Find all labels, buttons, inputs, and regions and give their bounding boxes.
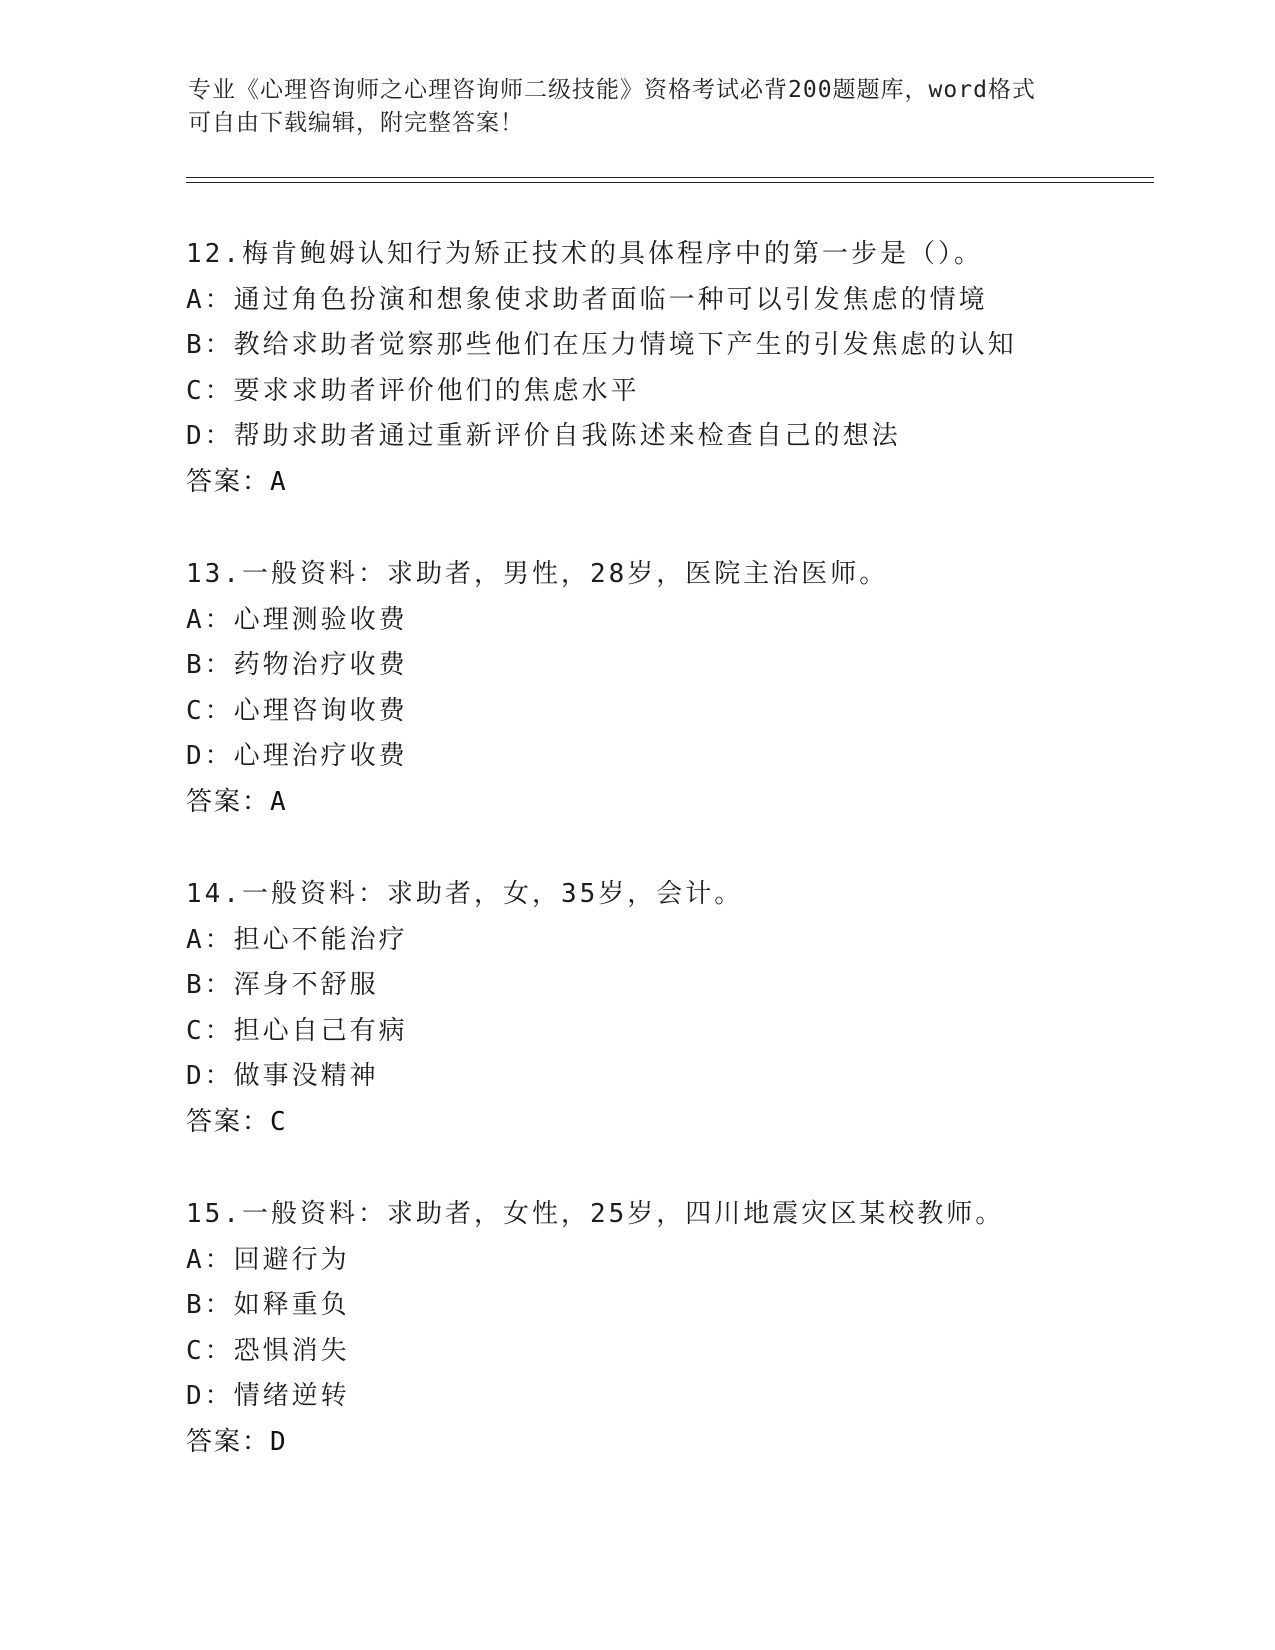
question-stem: 14.一般资料：求助者，女，35岁，会计。 <box>186 879 744 909</box>
answer-value: D <box>270 1426 286 1457</box>
option-d: D：做事没精神 <box>186 1061 379 1091</box>
option-a: A：通过角色扮演和想象使求助者面临一种可以引发焦虑的情境 <box>186 284 988 315</box>
option-b: B：浑身不舒服 <box>186 970 379 1000</box>
option-b: B：如释重负 <box>186 1290 350 1320</box>
option-b: B：教给求助者觉察那些他们在压力情境下产生的引发焦虑的认知 <box>186 330 1017 360</box>
header-title-line-1: 专业《心理咨询师之心理咨询师二级技能》资格考试必背200题题库，word格式 <box>188 77 1036 103</box>
question-15 <box>186 1192 1146 1465</box>
question-stem: 15.一般资料：求助者，女性，25岁，四川地震灾区某校教师。 <box>186 1199 1005 1229</box>
answer-line <box>186 780 1146 826</box>
answer-label: 答案： <box>186 786 271 817</box>
answer-line <box>186 460 1146 506</box>
document-header <box>188 74 1088 140</box>
option-c: C：担心自己有病 <box>186 1015 408 1046</box>
question-stem: 12.梅肯鲍姆认知行为矫正技术的具体程序中的第一步是（）。 <box>186 239 983 269</box>
answer-label: 答案： <box>186 466 271 497</box>
header-title-line-2: 可自由下载编辑，附完整答案！ <box>188 110 524 136</box>
option-c: C：要求求助者评价他们的焦虑水平 <box>186 375 640 406</box>
question-stem: 13.一般资料：求助者，男性，28岁，医院主治医师。 <box>186 559 889 589</box>
option-a: A：担心不能治疗 <box>186 924 408 955</box>
question-14 <box>186 872 1146 1145</box>
answer-label: 答案： <box>186 1106 271 1137</box>
option-d: D：心理治疗收费 <box>186 741 408 771</box>
option-c: C：恐惧消失 <box>186 1335 350 1366</box>
option-b: B：药物治疗收费 <box>186 650 408 680</box>
option-a: A：回避行为 <box>186 1244 350 1275</box>
header-divider-bottom <box>186 182 1154 183</box>
answer-line <box>186 1100 1146 1146</box>
question-13 <box>186 552 1146 825</box>
option-d: D：帮助求助者通过重新评价自我陈述来检查自己的想法 <box>186 421 901 451</box>
option-c: C：心理咨询收费 <box>186 695 408 726</box>
answer-value: C <box>270 1106 286 1137</box>
answer-value: A <box>270 786 286 817</box>
option-d: D：情绪逆转 <box>186 1381 350 1411</box>
question-12 <box>186 232 1146 505</box>
header-divider-top <box>186 177 1154 178</box>
answer-value: A <box>270 466 286 497</box>
answer-line <box>186 1420 1146 1466</box>
answer-label: 答案： <box>186 1426 271 1457</box>
option-a: A：心理测验收费 <box>186 604 408 635</box>
